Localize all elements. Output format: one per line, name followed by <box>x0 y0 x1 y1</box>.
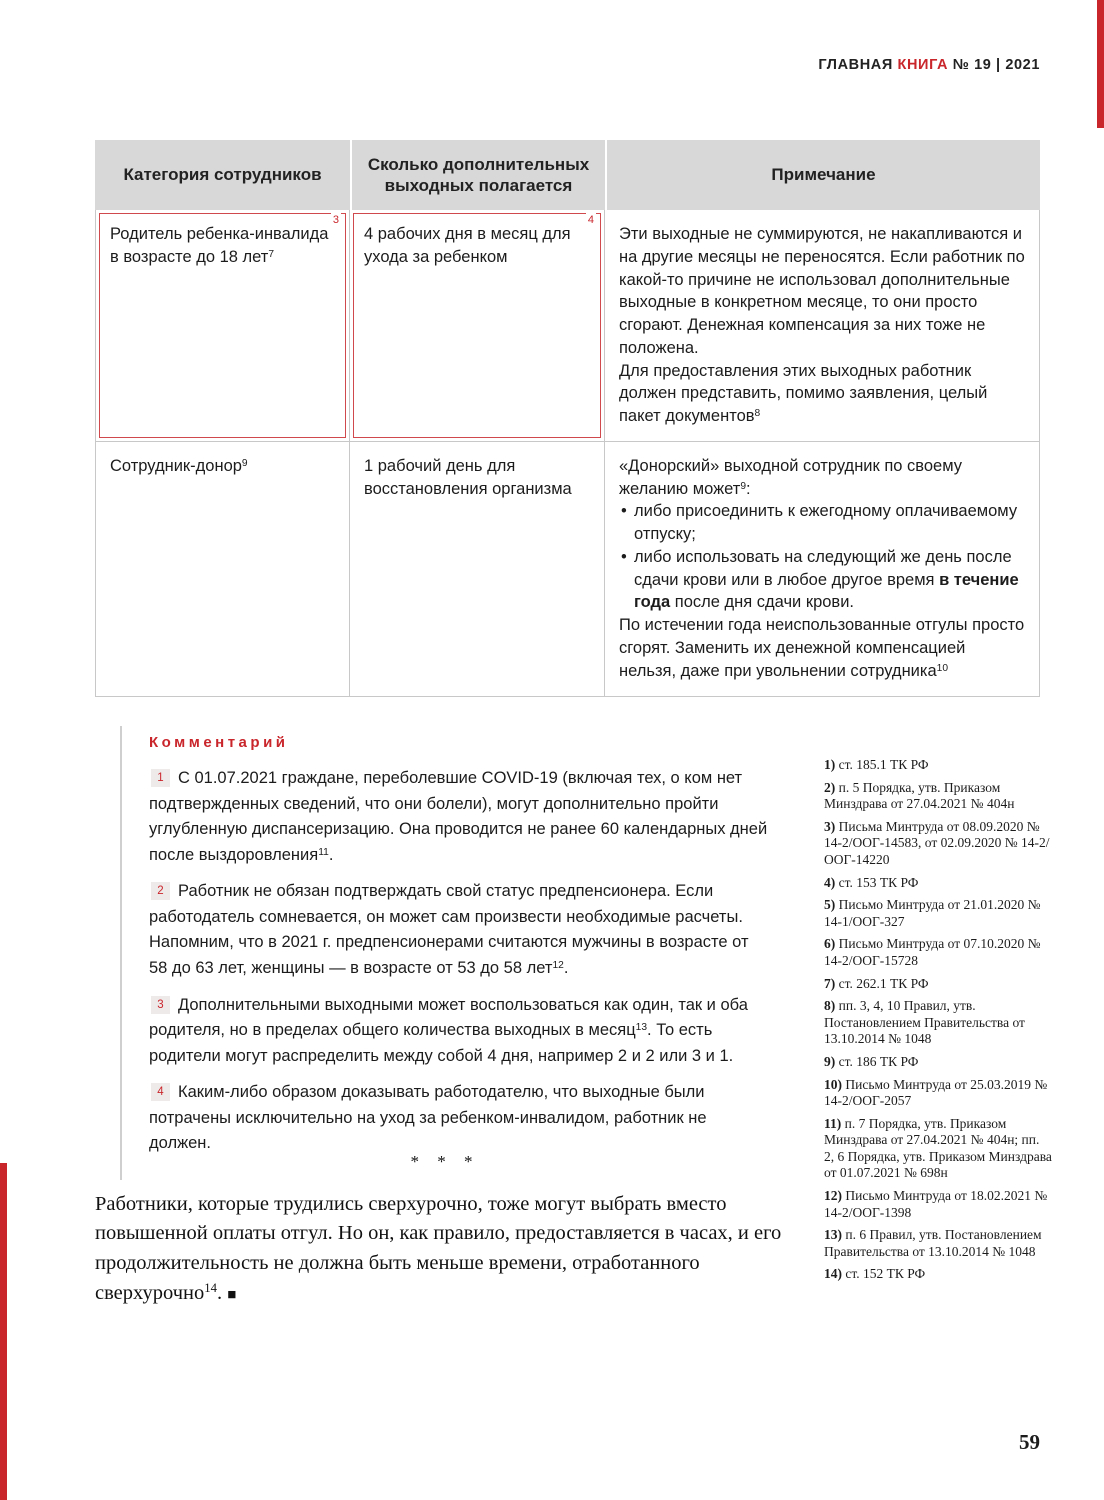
comment-ref-badge: 4 <box>151 1083 170 1101</box>
footnote-item: 3) Письма Минтруда от 08.09.2020 № 14-2/ООГ-14583, от 02.09.2020 № 14-2/ООГ-14220 <box>824 818 1050 867</box>
note-paragraph: Для предоставления этих выходных работник должен представить, помимо заявления, целый пакет документов$^8$ <box>619 361 988 426</box>
footnote-ref: 14 <box>204 1281 217 1296</box>
footnote-ref: 9 <box>740 480 747 492</box>
days-cell <box>350 442 605 697</box>
footnote-item: 14) ст. 152 ТК РФ <box>824 1266 926 1282</box>
days-text: 1 рабочий день для восстановления организма <box>364 456 572 498</box>
note-bullet: • либо присоединить к ежегодному оплачиваемому отпуску; <box>619 500 1025 546</box>
comment-ref-badge: 2 <box>151 882 170 900</box>
note-intro: «Донорский» выходной сотрудник по своему желанию может$^9$: <box>619 456 962 498</box>
note-cell <box>605 210 1040 442</box>
days-cell <box>350 210 605 442</box>
table-header-note: Примечание <box>605 140 1040 210</box>
footnotes-list <box>824 757 1052 1289</box>
footnote-ref: 7 <box>268 248 275 260</box>
note-bullet: • либо использовать на следующий же день после сдачи крови или в любое другое время в течение года после дня сдачи крови. <box>619 546 1025 614</box>
callout-number: 3 <box>331 213 341 228</box>
table-header-category: Категория сотрудников <box>123 165 322 185</box>
table-header-row <box>95 140 1040 210</box>
days-text: 4 рабочих дня в месяц для ухода за ребенком <box>364 225 571 266</box>
page-number: 59 <box>1019 1430 1040 1454</box>
comment-ref-badge: 1 <box>151 769 170 787</box>
closing-paragraph: Работники, которые трудились сверхурочно, тоже могут выбрать вместо повышенной оплаты отгул. Но он, как правило, предоставляется в часах, и его продолжительность не должна быть меньше времени, отработанного сверхурочно$^{14}$. ■ <box>95 1192 782 1304</box>
brand-main: ГЛАВНАЯ <box>818 57 893 73</box>
brand-accent: КНИГА <box>897 57 949 73</box>
footnote-ref: 8 <box>754 408 761 420</box>
footnote-item: 8) пп. 3, 4, 10 Правил, утв. Постановлением Правительства от 13.10.2014 № 1048 <box>824 998 1025 1047</box>
category-cell <box>95 442 350 697</box>
commentary-item: 3 Дополнительными выходными может воспользоваться как один, так и оба родителя, но в пределах общего количества выходных в месяц$^{13}$. То есть родители могут распределить между собой 4 дня, например 2 и 2 или 3 и 1. <box>149 995 748 1065</box>
category-cell <box>95 210 350 442</box>
footnote-ref: 9 <box>241 457 248 469</box>
footnote-item: 12) Письмо Минтруда от 18.02.2021 № 14-2/ООГ-1398 <box>824 1188 1048 1220</box>
table-row-parent <box>95 210 1040 442</box>
commentary-item: 2 Работник не обязан подтверждать свой статус предпенсионера. Если работодатель сомневается, он может сам произвести необходимые расчеты. Напомним, что в 2021 г. предпенсионерами считаются мужчины в возрасте от 58 до 63 лет, женщины — в возрасте от 53 до 58 лет$^{12}$. <box>149 882 749 977</box>
table-header-days: Сколько дополнительных выходных полагается <box>350 140 605 210</box>
footnote-item: 6) Письмо Минтруда от 07.10.2020 № 14-2/ООГ-15728 <box>824 936 1041 968</box>
table-row-donor <box>95 442 1040 697</box>
footnote-ref: 11 <box>318 846 329 858</box>
note-cell <box>605 442 1040 697</box>
benefits-table <box>95 140 1040 697</box>
category-text: Родитель ребенка-инвалида в возрасте до 18 лет$^7$ <box>110 225 329 266</box>
footnote-item: 7) ст. 262.1 ТК РФ <box>824 975 929 991</box>
footnote-item: 13) п. 6 Правил, утв. Постановлением Правительства от 13.10.2014 № 1048 <box>824 1227 1042 1259</box>
note-outro: По истечении года неиспользованные отгулы просто сгорят. Заменить их денежной компенсацией нельзя, даже при увольнении сотрудника$^{10}$ <box>619 616 1025 680</box>
commentary-section <box>120 726 768 1180</box>
note-paragraph: Эти выходные не суммируются, не накапливаются и на другие месяцы не переносятся. Если работник по какой-то причине не использовал дополнительные выходные в конкретном месяце, то они просто сгорают. Денежная компенсация за них тоже не положена. <box>619 225 1025 357</box>
footnote-ref: 12 <box>552 959 564 971</box>
page-edge-marker-bottom-left <box>0 1163 7 1500</box>
end-of-article-mark: ■ <box>227 1286 237 1303</box>
comment-ref-badge: 3 <box>151 996 170 1014</box>
category-text: Сотрудник-донор$^9$ <box>110 456 248 475</box>
commentary-item: 4 Каким-либо образом доказывать работодателю, что выходные были потрачены исключительно на уход за ребенком-инвалидом, работник не должен. <box>149 1083 707 1153</box>
stars-separator: * * * <box>410 1152 480 1171</box>
footnote-item: 9) ст. 186 ТК РФ <box>824 1053 919 1069</box>
footnote-item: 10) Письмо Минтруда от 25.03.2019 № 14-2/ООГ-2057 <box>824 1076 1048 1109</box>
footnote-item: 11) п. 7 Порядка, утв. Приказом Минздрава от 27.04.2021 № 404н; пп. 2, 6 Порядка, утв. Приказом Минздрава от 01.07.2021 № 698н <box>824 1115 1052 1181</box>
bold-phrase: в течение года <box>634 570 1019 612</box>
footnote-ref: 13 <box>635 1021 648 1033</box>
commentary-title: Комментарий <box>149 734 289 751</box>
footnote-ref: 10 <box>936 662 949 674</box>
page-header <box>818 57 1040 73</box>
callout-number: 4 <box>586 213 596 228</box>
closing-section <box>95 1150 795 1309</box>
commentary-item: 1 С 01.07.2021 граждане, переболевшие COVID-19 (включая тех, о ком нет подтвержденных сведений, что они болели), могут дополнительно пройти углубленную диспансеризацию. Она проводится не ранее 60 календарных дней после выздоровления$^{11}$. <box>149 769 768 864</box>
footnote-item: 1) ст. 185.1 ТК РФ <box>824 757 929 772</box>
footnote-item: 2) п. 5 Порядка, утв. Приказом Минздрава от 27.04.2021 № 404н <box>824 779 1015 812</box>
footnote-item: 4) ст. 153 ТК РФ <box>824 874 919 890</box>
page-edge-marker-top-right <box>1097 0 1104 128</box>
issue-number: № 19 | 2021 <box>952 57 1040 73</box>
footnote-item: 5) Письмо Минтруда от 21.01.2020 № 14-1/ООГ-327 <box>824 897 1041 929</box>
